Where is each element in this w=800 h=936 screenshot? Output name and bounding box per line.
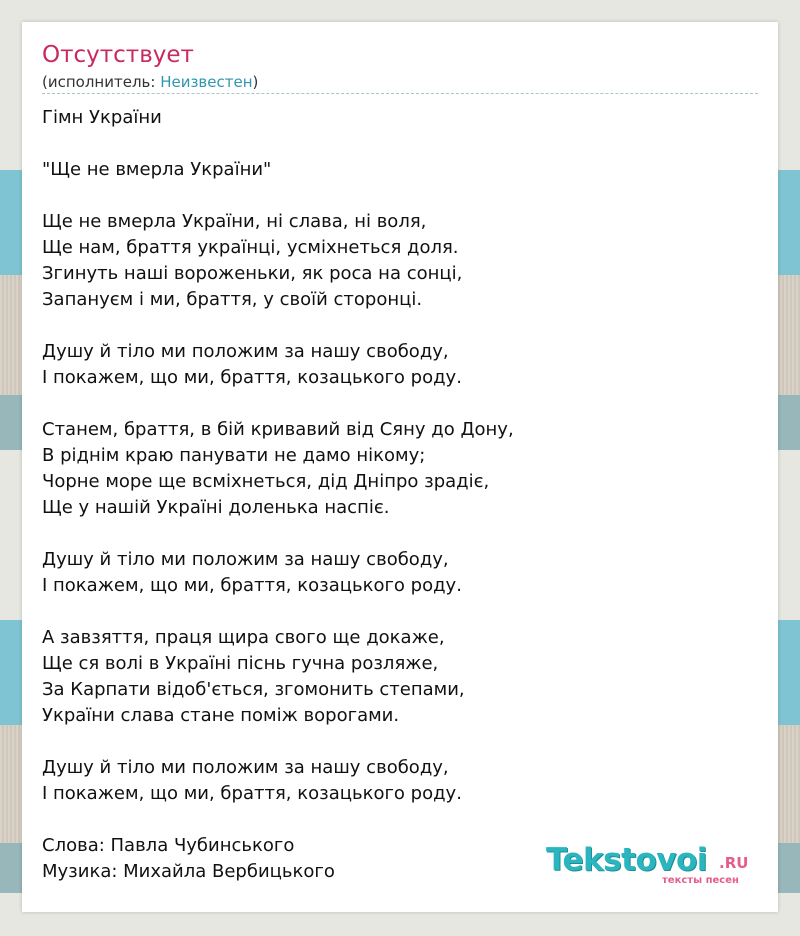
artist-suffix: ) — [252, 73, 259, 91]
lyric-line: Станем, браття, в бій кривавий від Сяну до Дону, — [42, 419, 514, 440]
blank-line — [42, 183, 514, 209]
logo-tagline: тексты песен — [662, 875, 739, 886]
blank-line — [42, 313, 514, 339]
blank-line — [42, 729, 514, 755]
lyric-line: Гімн України — [42, 107, 162, 128]
lyric-line: Запануєм і ми, браття, у своїй сторонці. — [42, 289, 423, 310]
artist-prefix: (исполнитель: — [42, 73, 161, 91]
logo-domain: .RU — [719, 854, 749, 872]
artist-line — [42, 73, 258, 91]
lyric-line: Слова: Павла Чубинського — [42, 835, 295, 856]
lyric-line: України слава стане поміж ворогами. — [42, 705, 400, 726]
lyric-line: І покажем, що ми, браття, козацького роду. — [42, 367, 462, 388]
blank-line — [42, 391, 514, 417]
blank-line — [42, 131, 514, 157]
lyric-line: В ріднім краю панувати не дамо нікому; — [42, 445, 426, 466]
lyric-line: Душу й тіло ми положим за нашу свободу, — [42, 341, 449, 362]
logo-name: Tekstovoi — [546, 842, 707, 878]
lyric-line: Згинуть наші вороженьки, як роса на сонці, — [42, 263, 463, 284]
lyric-line: Душу й тіло ми положим за нашу свободу, — [42, 757, 449, 778]
lyric-line: І покажем, що ми, браття, козацького роду. — [42, 783, 462, 804]
lyric-line: "Ще не вмерла України" — [42, 159, 272, 180]
artist-link[interactable]: Неизвестен — [160, 73, 253, 91]
lyric-line: Ще нам, браття українці, усміхнеться доля. — [42, 237, 459, 258]
lyric-line: І покажем, що ми, браття, козацького роду. — [42, 575, 462, 596]
lyric-line: А завзяття, праця щира свого ще докаже, — [42, 627, 445, 648]
blank-line — [42, 521, 514, 547]
title-divider — [42, 93, 758, 94]
lyric-line: Душу й тіло ми положим за нашу свободу, — [42, 549, 449, 570]
lyric-line: Ще не вмерла України, ні слава, ні воля, — [42, 211, 427, 232]
site-logo[interactable] — [546, 842, 766, 890]
lyric-line: За Карпати відоб'ється, згомонить степами, — [42, 679, 465, 700]
lyric-line: Музика: Михайла Вербицького — [42, 861, 335, 882]
lyric-line: Ще ся волі в Україні піснь гучна розляже, — [42, 653, 439, 674]
blank-line — [42, 599, 514, 625]
lyric-line: Чорне море ще всміхнеться, дід Дніпро зрадіє, — [42, 471, 490, 492]
blank-line — [42, 807, 514, 833]
lyrics-text — [42, 105, 514, 885]
song-title: Отсутствует — [42, 42, 194, 68]
lyric-line: Ще у нашій Україні доленька наспіє. — [42, 497, 390, 518]
lyrics-card — [22, 22, 778, 912]
